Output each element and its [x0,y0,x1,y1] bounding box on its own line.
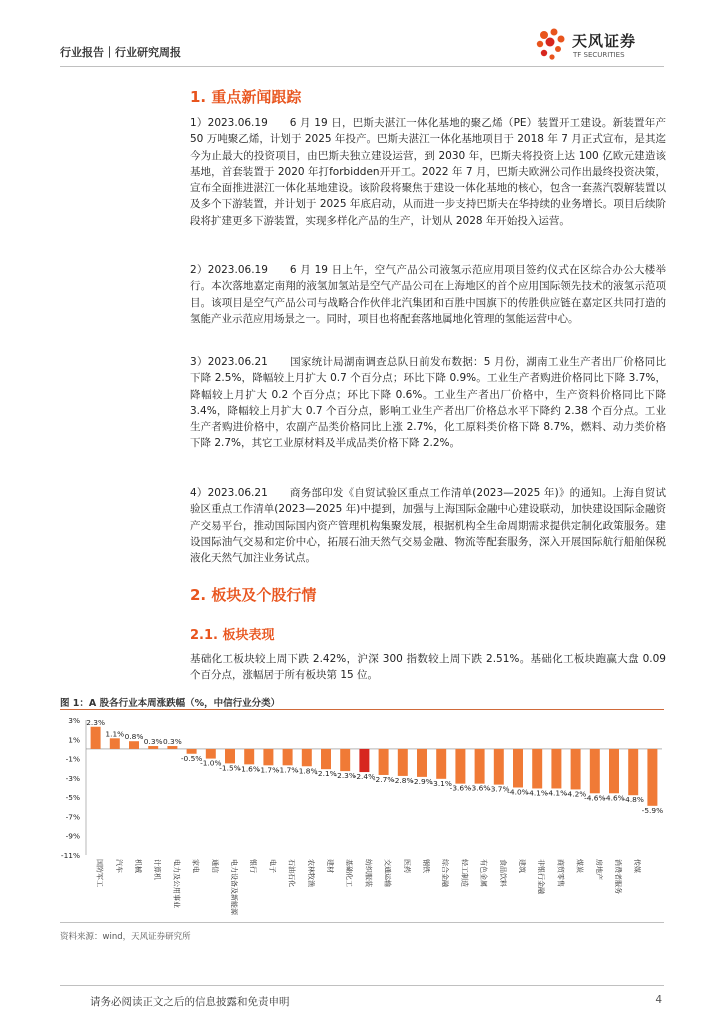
bar-value-label: -4.1% [526,788,548,798]
news-text: 6 月 19 日，巴斯夫湛江一体化基地的聚乙烯（PE）装置开工建设。新装置年产 50 万吨聚乙烯，计划于 2025 年投产。巴斯夫湛江一体化基地项目于 2018 年 7 月正式宣布，是其迄今为止最大的投资项目，由巴斯夫独立建设运营，到 2030 年，巴斯夫将投资上达 100 亿欧元建造该基地，首套装置于 2020 年打forbidden开开工。2022 年 7 月，巴斯夫欧洲公司作出最终投资决策，宣布全面推进湛江一体化基地建设。该阶段将聚焦于建设一体化基地的核心，包含一套蒸汽裂解装置以及多个下游装置，并计划于 2025 年底启动，从而进一步支持巴斯夫在华持续的业务增长。项目后续阶段将扩建更多下游装置，实现多样化产品的生产，计划从 2028 年开始投入运营。 [190,117,666,227]
category-label: 房地产 [594,859,603,880]
bar-28 [628,749,638,795]
section-1-title: 1. 重点新闻跟踪 [190,88,302,106]
bar-27 [609,749,619,793]
y-tick-label: 3% [68,716,80,725]
category-label: 纺织服装 [364,859,373,887]
category-label: 建材 [326,859,334,873]
page-number: 4 [655,994,662,1006]
logo-name: 天风证券 [572,32,637,50]
bar-value-label: 2.3% [86,717,105,727]
bar-6 [206,749,216,759]
bar-value-label: -1.5% [219,763,241,773]
bar-value-label: -2.8% [392,775,414,785]
bar-value-label: -4.6% [584,793,606,803]
bar-17 [417,749,427,777]
bar-value-label: -2.4% [353,772,376,782]
y-tick-label: -1% [65,754,80,764]
category-label: 石油石化 [287,859,296,887]
bar-value-label: -2.7% [372,774,395,784]
header-divider [60,66,664,67]
bar-value-label: -2.1% [315,769,337,779]
category-label: 轻工制造 [460,859,469,887]
category-label: 农林牧渔 [306,859,315,887]
bar-value-label: 0.8% [124,732,144,742]
category-label: 建筑 [518,859,526,873]
bar-21 [494,749,504,785]
footer-disclaimer: 请务必阅读正文之后的信息披露和免责申明 [90,996,290,1008]
section-2-title: 2. 板块及个股行情 [190,586,317,604]
bar-value-label: -2.3% [334,771,356,781]
bar-2 [129,741,139,749]
news-text: 6 月 19 日上午，空气产品公司液氢示范应用项目签约仪式在区综合办公大楼举行。本次落地嘉定南翔的液氢加氢站是空气产品公司在上海地区的首个应用国际领先技术的液氢示范项目。该项目是空气产品公司与战略合作伙伴北汽集团和百胜中国旗下的传胜供应链在嘉定区共同打造的氢能产业示范应用场景之一。同时，项目也将配套落地属地化管理的氢能运营中心。 [190,264,666,325]
news-item-4 [190,485,666,566]
company-logo [532,26,662,66]
news-date: 3）2023.06.21 [190,356,268,368]
bar-14 [359,749,369,772]
category-label: 医药 [402,859,411,873]
bar-value-label: 0.3% [163,737,182,747]
bar-22 [513,749,523,788]
bar-15 [379,749,389,775]
bar-value-label: -2.9% [411,776,433,786]
figure-title: 图 1：A 股各行业本周涨跌幅（%，中信行业分类） [60,698,281,709]
figure-bottom-rule [60,922,664,923]
category-label: 家电 [191,859,200,873]
bar-value-label: -4.0% [507,787,529,797]
bar-29 [647,749,657,806]
category-label: 基础化工 [345,859,354,887]
bar-25 [571,749,581,790]
bar-8 [244,749,254,764]
bar-value-label: -1.7% [257,765,280,775]
report-header: 行业报告｜行业研究周报 [60,46,181,59]
category-label: 银行 [249,859,258,873]
bar-0 [91,727,101,749]
bar-value-label: -4.6% [603,793,625,803]
y-tick-label: -11% [60,851,80,860]
category-label: 商贸零售 [556,859,565,887]
figure-top-rule [60,709,664,710]
bar-value-label: -0.5% [180,753,203,763]
bar-value-label: -1.0% [200,758,222,768]
category-label: 消费者服务 [614,859,622,894]
news-date: 4）2023.06.21 [190,487,268,499]
bar-value-label: -3.6% [449,783,472,793]
bar-1 [110,738,120,749]
bar-24 [551,749,561,789]
category-label: 食品饮料 [498,859,507,887]
category-label: 电力设备及新能源 [230,859,238,915]
category-label: 机械 [134,859,142,873]
category-label: 传媒 [633,859,642,873]
y-tick-label: -7% [65,812,80,822]
footer-divider [60,985,664,986]
bar-9 [263,749,273,765]
bar-26 [590,749,600,793]
bar-value-label: -4.2% [564,789,587,799]
y-tick-label: 1% [68,735,80,745]
news-text: 商务部印发《自贸试验区重点工作清单(2023—2025 年)》的通知。上海自贸试验区重点工作清单(2023—2025 年)中提到，加强与上海国际金融中心建设联动，加快建设国际金融资产交易平台，推动国际国内资产管理机构集聚发展，根据机构全生命周期需求提供定制化政策服务。建设国际油气交易和定价中心，拓展石油天然气交易金融、物流等配套服务，深入开展国际航行船舶保税液化天然气加注业务试点。 [190,487,666,565]
bar-value-label: -1.6% [238,764,260,774]
news-text: 国家统计局湖南调查总队日前发布数据：5 月份，湖南工业生产者出厂价格同比下降 2.5%，降幅较上月扩大 0.7 个百分点；环比下降 0.9%。工业生产者购进价格同比下降 3.7%，降幅较上月扩大 0.2 个百分点；环比下降 0.6%。工业生产者出厂价格中，生产资料价格同比下降 3.4%，降幅较上月扩大 0.7 个百分点，影响工业生产者出厂价格总水平下降约 2.38 个百分点。工业生产者购进价格中，农副产品类价格同比上涨 2.7%，化工原料类价格下降 8.7%，燃料、动力类价格下降 2.7%，其它工业原材料及半成品类价格下降 2.2%。 [190,356,666,450]
bar-7 [225,749,235,763]
category-label: 电子 [268,859,277,873]
bar-value-label: -3.1% [430,778,452,788]
y-tick-label: -3% [65,773,80,783]
category-label: 煤炭 [575,859,584,873]
bar-value-label: -1.8% [296,766,318,776]
bar-12 [321,749,331,769]
news-item-2 [190,262,666,327]
bar-value-label: -1.7% [276,765,299,775]
logo-subtitle: TF SECURITIES [573,51,625,59]
bar-value-label: 0.3% [143,737,163,747]
bar-10 [283,749,293,765]
bar-value-label: -3.7% [488,784,510,794]
bar-value-label: -4.8% [622,795,644,805]
category-label: 有色金属 [479,859,488,887]
y-tick-label: -5% [65,793,80,803]
category-label: 综合金融 [441,859,450,887]
category-label: 电力及公用事业 [172,859,181,908]
bar-3 [148,746,158,749]
logo-flower-icon [532,26,570,64]
news-date: 1）2023.06.19 [190,117,268,129]
bar-value-label: 1.1% [105,729,125,739]
bar-18 [436,749,446,779]
news-item-3 [190,354,666,452]
news-date: 2）2023.06.19 [190,264,268,276]
bar-value-label: -4.1% [545,788,568,798]
category-label: 交通运输 [383,859,392,887]
y-tick-label: -9% [65,831,80,841]
category-label: 通信 [210,859,219,873]
bar-11 [302,749,312,766]
section-2-1-title: 2.1. 板块表现 [190,628,275,643]
bar-19 [455,749,465,784]
bar-4 [167,746,177,749]
category-label: 钢铁 [422,859,430,873]
sector-summary: 基础化工板块较上周下跌 2.42%，沪深 300 指数较上周下跌 2.51%。基础化工板块跑赢大盘 0.09 个百分点，涨幅居于所有板块第 15 位。 [190,653,666,682]
bar-23 [532,749,542,789]
category-label: 汽车 [114,859,123,873]
bar-value-label: -5.9% [641,805,664,815]
figure-source: 资料来源：wind，天风证券研究所 [60,932,191,942]
sector-change-bar-chart [56,712,668,917]
bar-20 [475,749,485,784]
category-label: 国防军工 [95,859,104,887]
bar-13 [340,749,350,771]
category-label: 计算机 [153,859,162,880]
bar-value-label: -3.6% [468,783,491,793]
bar-16 [398,749,408,776]
news-item-1 [190,115,666,229]
category-label: 非银行金融 [537,859,546,894]
